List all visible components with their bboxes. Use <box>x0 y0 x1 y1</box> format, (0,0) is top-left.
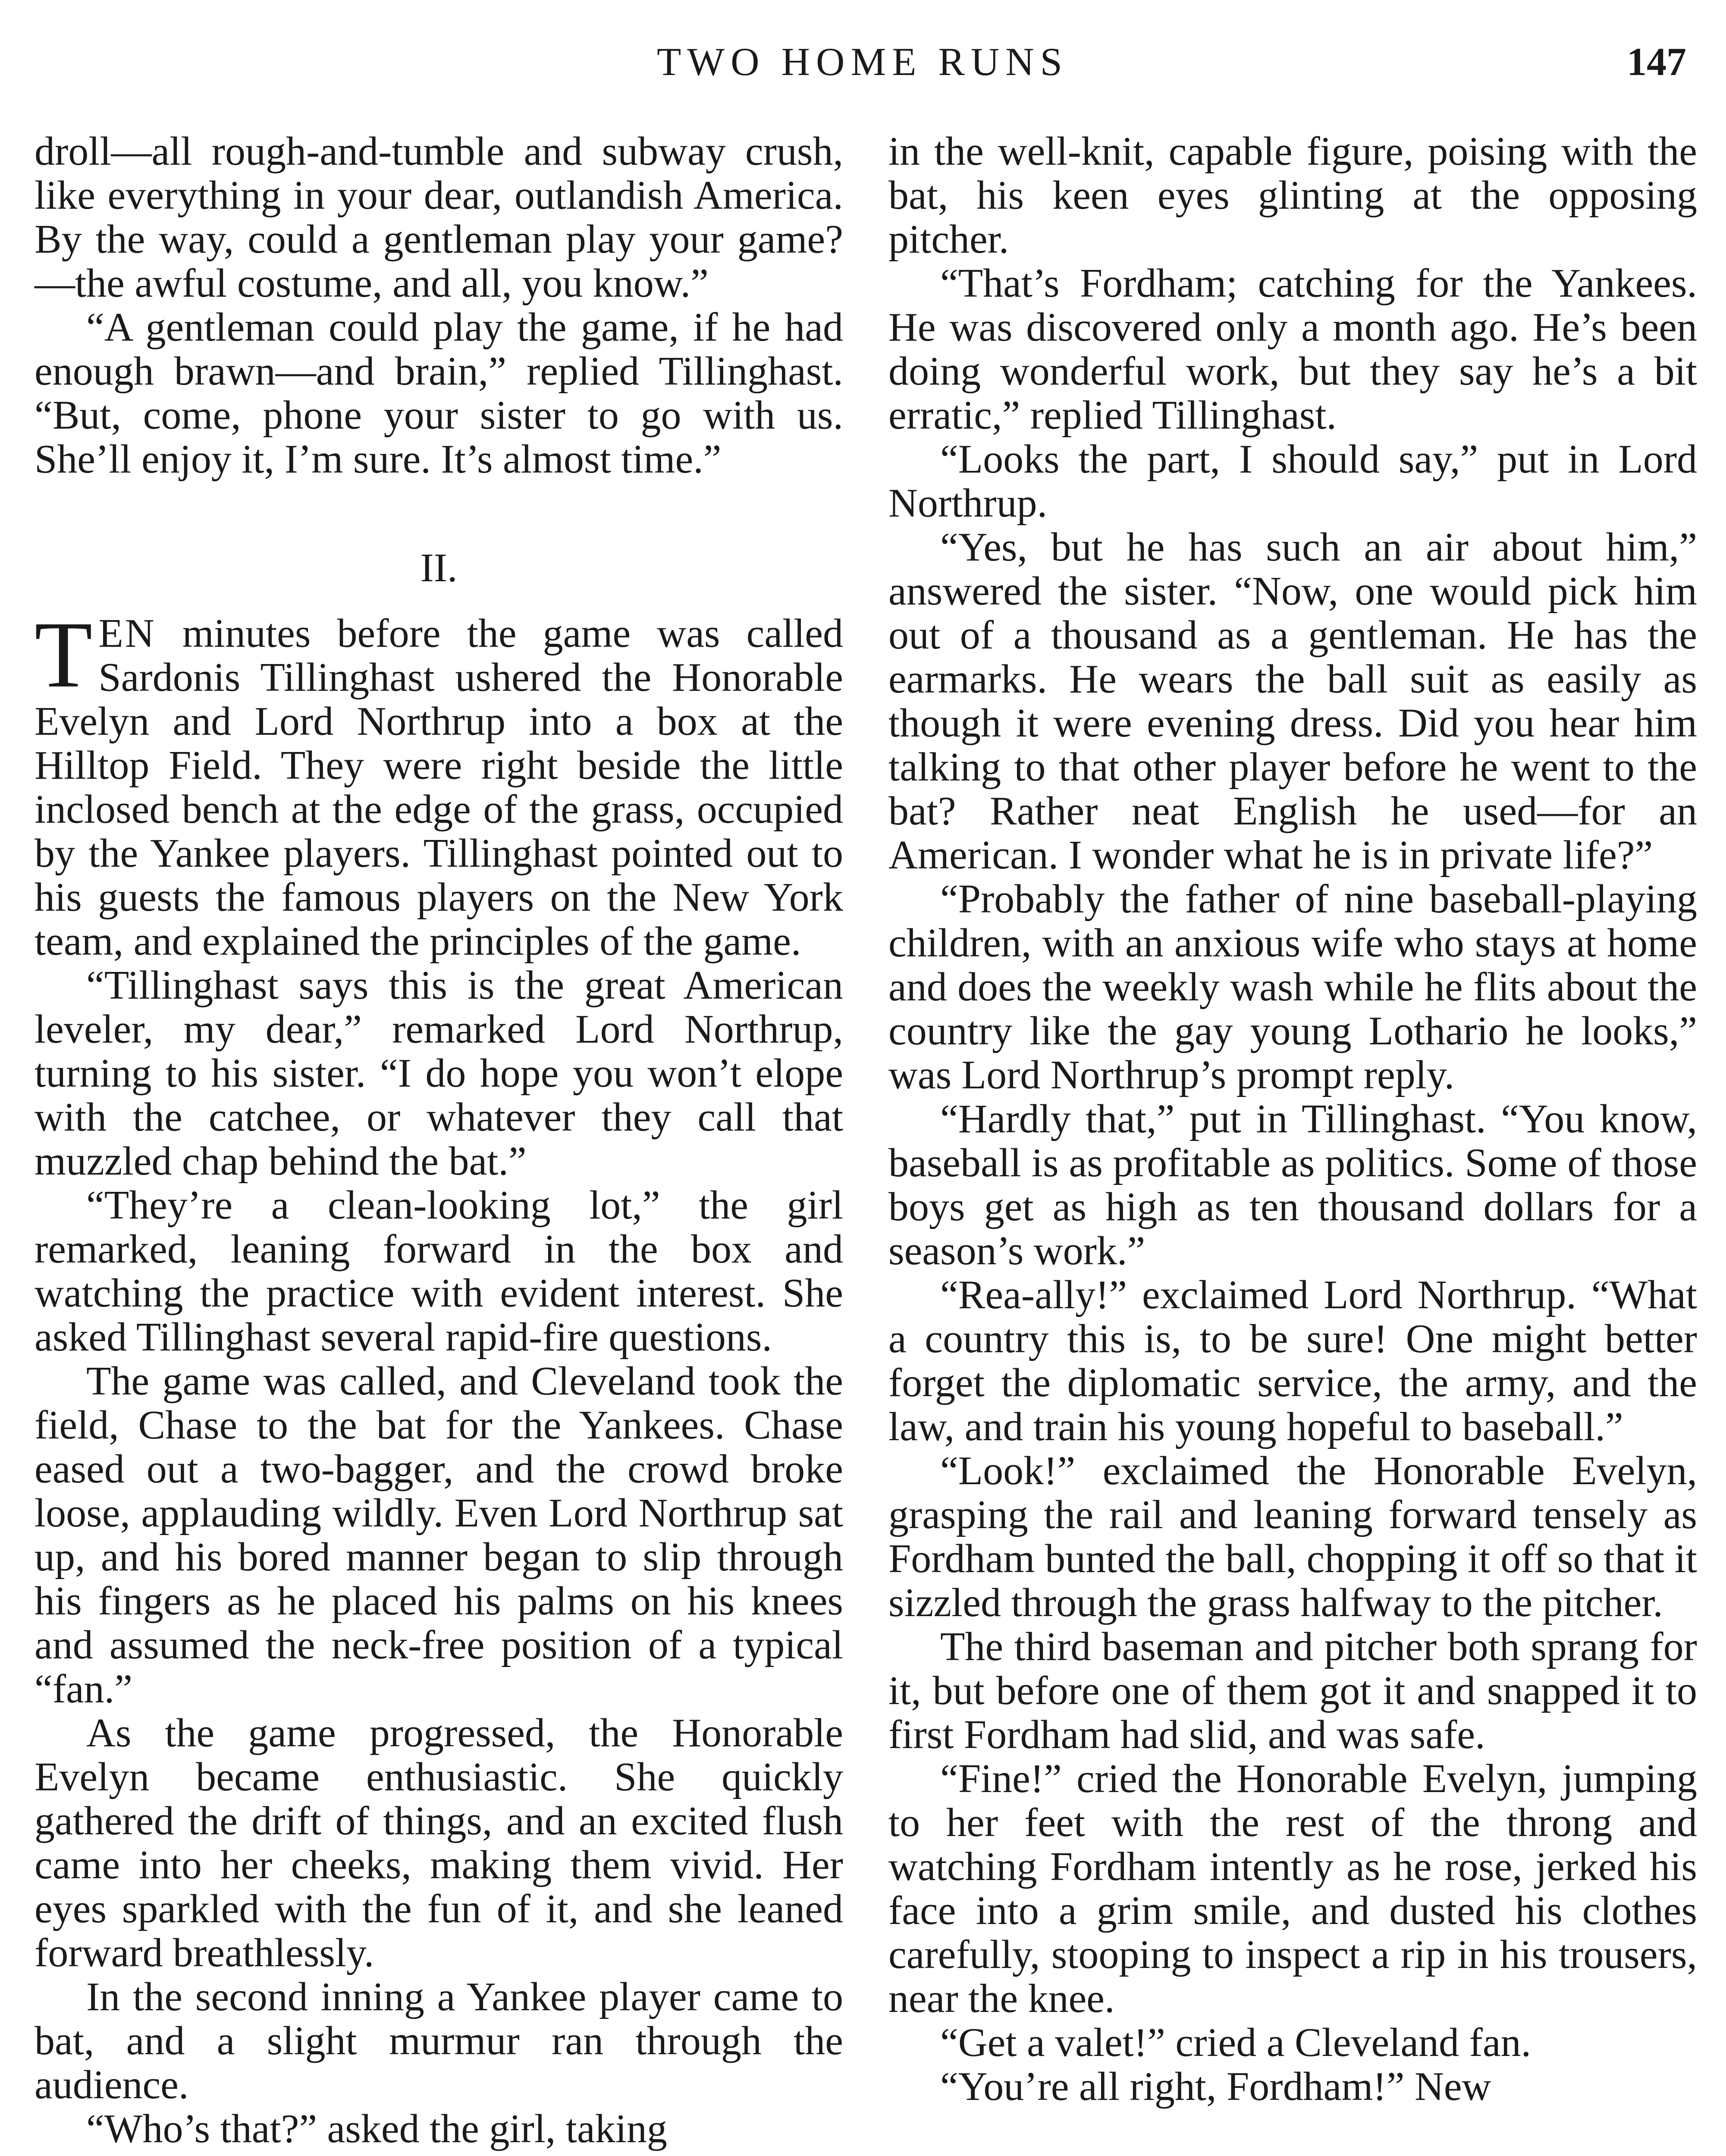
paragraph: “They’re a clean-looking lot,” the girl remarked, leaning forward in the box and watching the practice with evident interest. She asked Tillinghast several rapid-fire questions. <box>35 1183 843 1360</box>
paragraph: The third baseman and pitcher both sprang for it, but before one of them got it and snapped it to first Fordham had slid, and was safe. <box>888 1624 1697 1757</box>
right-column <box>888 129 1697 2109</box>
paragraph: “Looks the part, I should say,” put in Lord Northrup. <box>888 437 1697 526</box>
paragraph: “You’re all right, Fordham!” New <box>940 2064 1491 2109</box>
opening-paragraph <box>35 602 843 964</box>
page-number: 147 <box>1627 40 1686 84</box>
paragraph: “Yes, but he has such an air about him,” answered the sister. “Now, one would pick him out of a thousand as a gentleman. He has the earmarks. He wears the ball suit as easily as though it were evening dress. Did you hear him talking to that other player before he went to the bat? Rather neat English he used—for an American. I wonder what he is in private life?” <box>888 525 1697 877</box>
paragraph: “Get a valet!” cried a Cleveland fan. <box>940 2020 1531 2065</box>
paragraph: “A gentleman could play the game, if he had enough brawn—and brain,” replied Tillinghast. “But, come, phone your sister to go with us. She’ll enjoy it, I’m sure. It’s almost time.” <box>35 305 843 482</box>
paragraph: “Look!” exclaimed the Honorable Evelyn, grasping the rail and leaning forward tensely as Fordham bunted the ball, chopping it off so that it sizzled through the grass halfway to the pitcher. <box>888 1448 1697 1625</box>
page-header <box>35 39 1691 99</box>
paragraph: droll—all rough-and-tumble and subway crush, like everything in your dear, outlandish America. By the way, could a gentleman play your game?—the awful costume, and all, you know.” <box>35 129 843 306</box>
paragraph: “That’s Fordham; catching for the Yankees. He was discovered only a month ago. He’s been doing wonderful work, but they say he’s a bit erratic,” replied Tillinghast. <box>888 261 1697 438</box>
opening-text: minutes before the game was called Sardonis Tillinghast ushered the Honorable Evelyn and Lord Northrup into a box at the Hilltop Field. They were right beside the little inclosed bench at the edge of the grass, occupied by the Yankee players. Tillinghast pointed out to his guests the famous players on the New York team, and explained the principles of the game. <box>35 611 843 964</box>
paragraph: “Probably the father of nine baseball-playing children, with an anxious wife who stays at home and does the weekly wash while he flits about the country like the gay young Lothario he looks,” was Lord Northrup’s prompt reply. <box>888 877 1697 1097</box>
paragraph: “Rea-ally!” exclaimed Lord Northrup. “What a country this is, to be sure! One might better forget the diplomatic service, the army, and the law, and train his young hopeful to baseball.” <box>888 1272 1697 1449</box>
paragraph: “Fine!” cried the Honorable Evelyn, jumping to her feet with the rest of the throng and watching Fordham intently as he rose, jerked his face into a grim smile, and dusted his clothes carefully, stooping to inspect a rip in his trousers, near the knee. <box>888 1756 1697 2021</box>
paragraph: The game was called, and Cleveland took the field, Chase to the bat for the Yankees. Chase eased out a two-bagger, and the crowd broke loose, applauding wildly. Even Lord Northrup sat up, and his bored manner began to slip through his fingers as he placed his palms on his knees and assumed the neck-free position of a typical “fan.” <box>35 1359 843 1711</box>
paragraph: “Who’s that?” asked the girl, taking <box>86 2106 667 2151</box>
section-heading: II. <box>420 545 458 590</box>
running-head: TWO HOME RUNS <box>657 40 1068 84</box>
paragraph: “Tillinghast says this is the great American leveler, my dear,” remarked Lord Northrup, turning to his sister. “I do hope you won’t elope with the catchee, or whatever they call that muzzled chap behind the bat.” <box>35 963 843 1184</box>
paragraph: In the second inning a Yankee player came to bat, and a slight murmur ran through the audience. <box>35 1974 843 2107</box>
paragraph: As the game progressed, the Honorable Evelyn became enthusiastic. She quickly gathered the drift of things, and an excited flush came into her cheeks, making them vivid. Her eyes sparkled with the fun of it, and she leaned forward breathlessly. <box>35 1711 843 1975</box>
left-column <box>35 129 843 2151</box>
paragraph: “Hardly that,” put in Tillinghast. “You know, baseball is as profitable as politics. Some of those boys get as high as ten thousand dollars for a season’s work.” <box>888 1097 1697 1273</box>
paragraph: in the well-knit, capable figure, poising with the bat, his keen eyes glinting at the opposing pitcher. <box>888 129 1697 262</box>
drop-cap: T <box>35 602 93 707</box>
small-caps-lead: EN <box>98 611 156 656</box>
